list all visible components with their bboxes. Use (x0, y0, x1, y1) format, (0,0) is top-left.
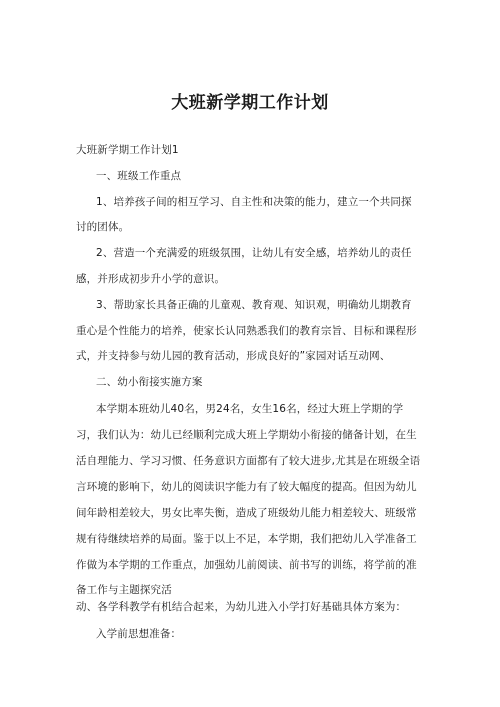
paragraph-line: 动、各学科教学有机结合起来，为幼儿进入小学打好基础具体方案为： (76, 601, 407, 613)
paragraph-line: 作做为本学期的工作重点，加强幼儿前阅读、前书写的训练，将学前的准 (76, 559, 417, 571)
subheading: 二、幼小衔接实施方案 (96, 376, 203, 388)
subheading: 一、班级工作重点 (96, 170, 182, 182)
paragraph-line: 2、营造一个充满爱的班级氛围，让幼儿有安全感，培养幼儿的责任 (96, 247, 412, 259)
paragraph-line: 备工作与主题探究活 (76, 584, 172, 596)
paragraph-line: 习，我们认为：幼儿已经顺利完成大班上学期幼小衔接的储备计划，在生 (76, 429, 417, 441)
subheading: 入学前思想准备： (96, 628, 182, 640)
paragraph-line: 3、帮助家长具备正确的儿童观、教育观、知识观，明确幼儿期教育 (96, 299, 412, 311)
paragraph-line: 活自理能力、学习习惯、任务意识方面都有了较大进步,尤其是在班级全语 (76, 455, 421, 467)
paragraph-line: 言环境的影响下，幼儿的阅读识字能力有了较大幅度的提高。但因为幼儿 (76, 481, 417, 493)
paragraph-line: 讨的团体。 (76, 221, 130, 233)
paragraph-line: 1、培养孩子间的相互学习、自主性和决策的能力，建立一个共同探 (96, 196, 412, 208)
section-heading: 大班新学期工作计划1 (76, 144, 179, 156)
paragraph-line: 本学期本班幼儿40名，男24名，女生16名，经过大班上学期的学 (96, 403, 404, 415)
paragraph-line: 规有待继续培养的局面。鉴于以上不足，本学期，我们把幼儿入学准备工 (76, 533, 417, 545)
paragraph-line: 重心是个性能力的培养，使家长认同熟悉我们的教育宗旨、目标和课程形 (76, 325, 417, 337)
paragraph-line: 式，并支持参与幼儿园的教育活动，形成良好的”家园对话互动网、 (76, 350, 391, 362)
paragraph-line: 感，并形成初步升小学的意识。 (76, 273, 226, 285)
document-title: 大班新学期工作计划 (171, 93, 329, 113)
paragraph-line: 间年龄相差较大，男女比率失衡，造成了班级幼儿能力相差较大、班级常 (76, 507, 417, 519)
